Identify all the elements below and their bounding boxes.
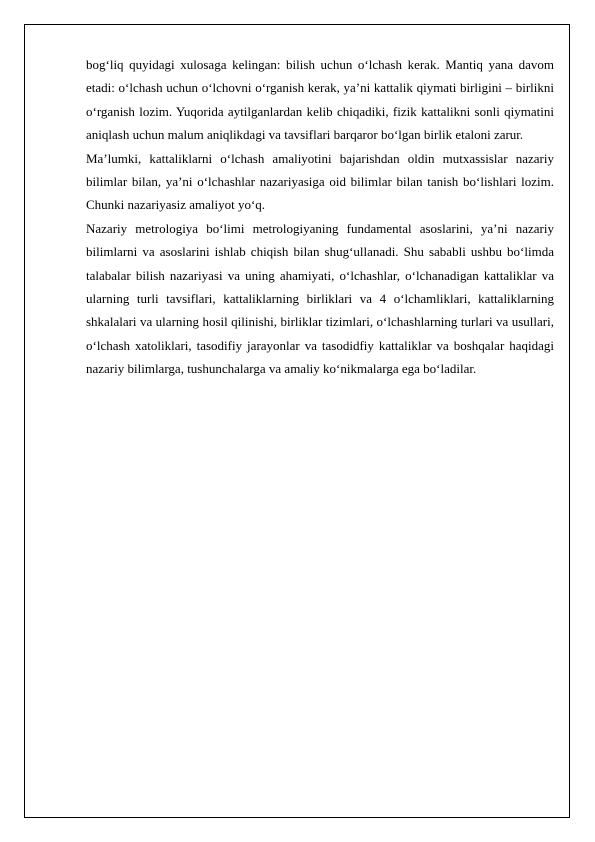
paragraph-3: Nazariy metrologiya bo‘limi metrologiyaning fundamental asoslarini, ya’ni nazariy bilimlarni va asoslarini ishlab chiqish bilan shug‘ullanadi. Shu sababli ushbu bo‘limda talabalar bilish nazariyasi va uning ahamiyati, o‘lchashlar, o‘lchanadigan kattaliklar va ularning turli tavsiflari, kattaliklarning birliklari va 4 o‘lchamliklari, kattaliklarning shkalalari va ularning hosil qilinishi, birliklar tizimlari, o‘lchashlarning turlari va usullari, o‘lchash xatoliklari, tasodifiy jarayonlar va tasodidfiy kattaliklar va boshqalar haqidagi nazariy bilimlarga, tushunchalarga va amaliy ko‘nikmalarga ega bo‘ladilar. <box>86 220 554 377</box>
paragraph-1: bog‘liq quyidagi xulosaga kelingan: bilish uchun o‘lchash kerak. Mantiq yana davom etadi: o‘lchash uchun o‘lchovni o‘rganish kerak, ya’ni kattalik qiymati birligini – birlikni o‘rganish lozim. Yuqorida aytilganlardan kelib chiqadiki, fizik kattalikni sonli qiymatini aniqlash uchun malum aniqlikdagi va tavsiflari barqaror bo‘lgan birlik etaloni zarur. <box>86 57 554 143</box>
paragraph-2: Ma’lumki, kattaliklarni o‘lchash amaliyotini bajarishdan oldin mutxassislar nazariy bilimlar bilan, ya’ni o‘lchashlar nazariyasiga oid bilimlar bilan tanish bo‘lishlari lozim. Chunki nazariyasiz amaliyot yo‘q. <box>86 150 554 213</box>
document-body <box>86 53 554 381</box>
